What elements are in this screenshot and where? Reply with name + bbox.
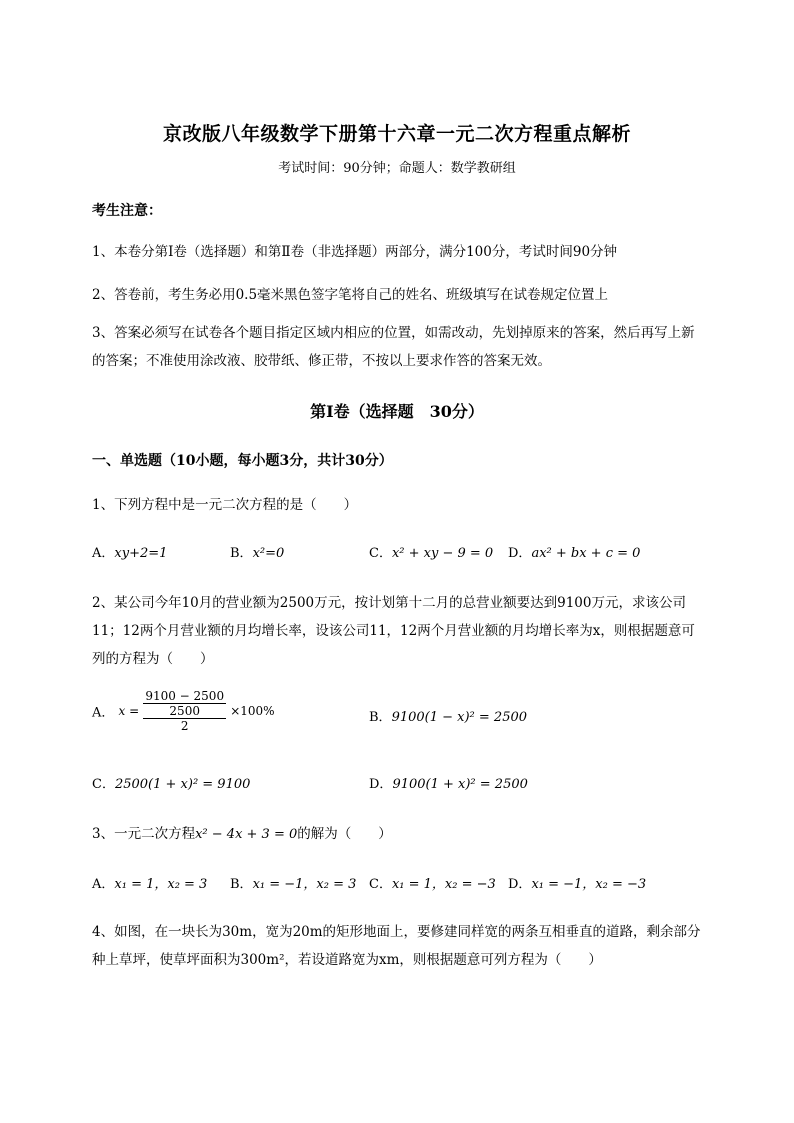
option-lhs: x = xyxy=(118,704,140,718)
fraction-top: 9100 − 2500 xyxy=(145,689,225,703)
q2-option-c xyxy=(92,773,250,792)
option-label: B． xyxy=(369,710,392,725)
q3-option-c xyxy=(369,873,496,892)
option-math: ax² + bx + c = 0 xyxy=(531,546,641,561)
notes-heading: 考生注意： xyxy=(92,203,162,219)
option-math: 9100(1 + x)² = 2500 xyxy=(392,777,528,792)
q1-option-b xyxy=(230,542,284,561)
fraction-denominator: 2 xyxy=(180,719,189,733)
q1-stem: 1、下列方程中是一元二次方程的是（ ） xyxy=(92,497,358,513)
fraction xyxy=(143,689,226,733)
page-title: 京改版八年级数学下册第十六章一元二次方程重点解析 xyxy=(162,123,631,145)
option-math: 2500(1 + x)² = 9100 xyxy=(114,777,251,792)
option-label: D． xyxy=(369,777,393,792)
q2-option-d xyxy=(369,773,528,792)
option-math: x²=0 xyxy=(252,546,285,561)
note-item-2: 2、答卷前，考生务必用0.5毫米黑色签字笔将自己的姓名、班级填写在试卷规定位置上 xyxy=(92,287,609,303)
exam-info: 考试时间：90分钟；命题人：数学教研组 xyxy=(278,161,516,176)
option-label: B． xyxy=(230,877,253,892)
option-math: 9100(1 − x)² = 2500 xyxy=(391,710,528,725)
q1-option-d xyxy=(508,542,640,561)
option-label: C． xyxy=(92,777,115,792)
q1-option-c xyxy=(369,542,493,561)
q3-stem xyxy=(92,822,392,842)
option-label: C． xyxy=(369,546,392,561)
q2-option-a xyxy=(92,689,275,733)
section-title: 第I卷（选择题 30分） xyxy=(310,402,484,421)
q3-option-b xyxy=(230,873,356,892)
fraction-middle: 2500 xyxy=(169,704,200,718)
option-math: x₁ = 1，x₂ = −3 xyxy=(391,877,496,892)
option-label: A． xyxy=(92,705,115,721)
option-tail: ×100% xyxy=(230,704,275,718)
q1-option-a xyxy=(92,542,167,561)
option-math: xy+2=1 xyxy=(114,546,168,561)
option-label: D． xyxy=(508,877,532,892)
option-math: x² + xy − 9 = 0 xyxy=(391,546,494,561)
option-math: x₁ = 1，x₂ = 3 xyxy=(114,877,208,892)
note-item-3: 3、答案必须写在试卷各个题目指定区域内相应的位置，如需改动，先划掉原来的答案，然后再写上新的答案；不准使用涂改液、胶带纸、修正带，不按以上要求作答的答案无效。 xyxy=(92,325,695,369)
option-label: C． xyxy=(369,877,392,892)
option-math: x₁ = −1，x₂ = −3 xyxy=(531,877,647,892)
part1-heading: 一、单选题（10小题，每小题3分，共计30分） xyxy=(92,453,393,469)
q3-option-d xyxy=(508,873,646,892)
option-label: A． xyxy=(92,546,115,561)
q3-stem-pre: 3、一元二次方程 xyxy=(92,826,196,842)
option-label: A． xyxy=(92,877,115,892)
q3-stem-post: 的解为（ ） xyxy=(297,826,392,842)
q2-stem: 2、某公司今年10月的营业额为2500万元，按计划第十二月的总营业额要达到9100万元，求该公司11；12两个月营业额的月均增长率，设该公司11，12两个月营业额的月均增长率为x，则根据题意可列的方程为（ ） xyxy=(92,595,695,667)
note-item-1: 1、本卷分第I卷（选择题）和第Ⅱ卷（非选择题）两部分，满分100分，考试时间90分钟 xyxy=(92,244,618,260)
q2-option-b xyxy=(369,706,527,725)
q3-option-a xyxy=(92,873,207,892)
option-math: x₁ = −1，x₂ = 3 xyxy=(252,877,357,892)
option-label: D． xyxy=(508,546,532,561)
option-label: B． xyxy=(230,546,253,561)
q3-stem-math: x² − 4x + 3 = 0 xyxy=(195,827,298,842)
q4-stem: 4、如图，在一块长为30m，宽为20m的矩形地面上，要修建同样宽的两条互相垂直的道路，剩余部分种上草坪，使草坪面积为300m²，若设道路宽为xm，则根据题意可列方程为（ ） xyxy=(92,924,701,968)
